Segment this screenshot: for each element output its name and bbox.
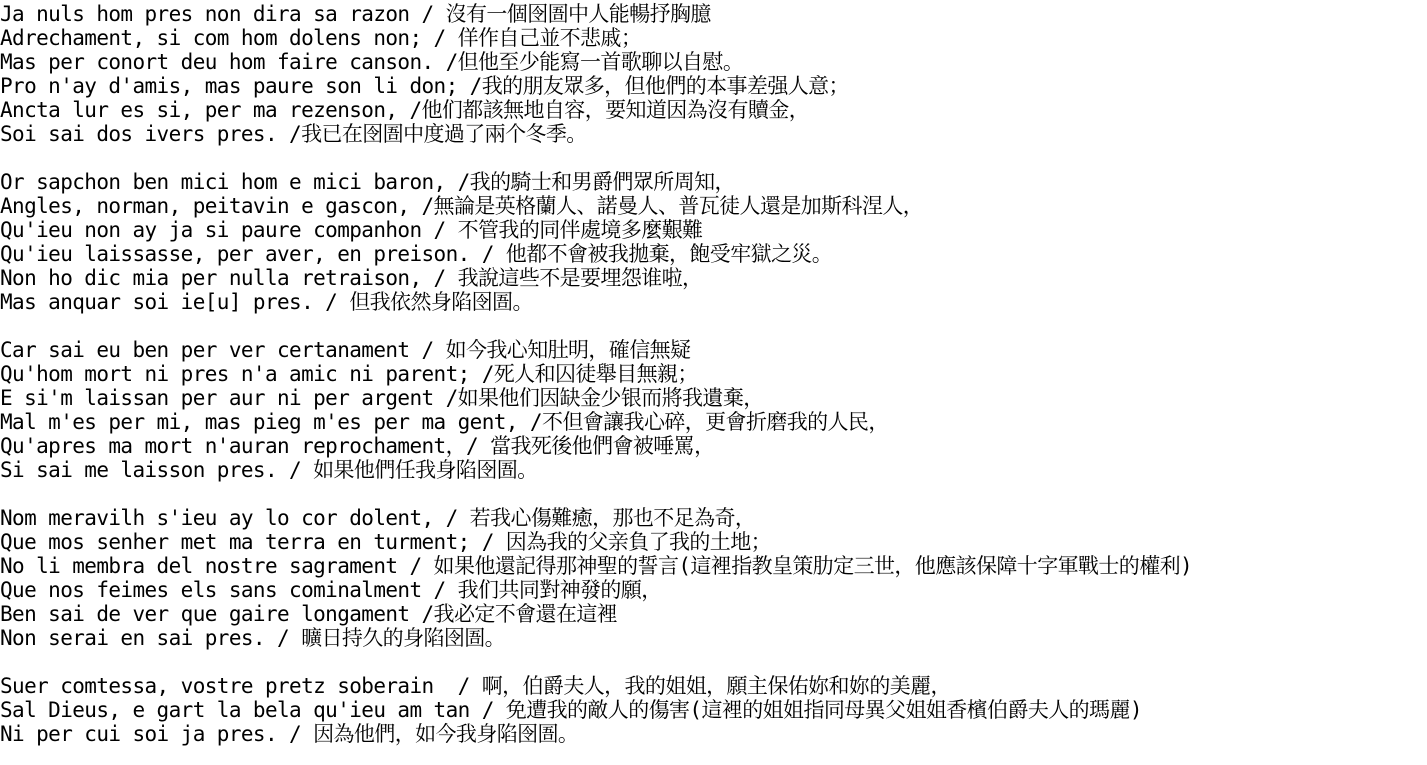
poem-line: Sal Dieus, e gart la bela qu'ieu am tan / 免遭我的敵人的傷害(這裡的姐姐指同母異父姐姐香檳伯爵夫人的瑪麗) [0,698,1142,722]
poem-line: Mas per conort deu hom faire canson. /但他至少能寫一首歌聊以自慰。 [0,50,744,74]
poem-line: Ja nuls hom pres non dira sa razon / 沒有一個囹圄中人能暢抒胸臆 [0,2,711,26]
poem-line: No li membra del nostre sagrament / 如果他還記得那神聖的誓言(這裡指教皇策肋定三世，他應該保障十字軍戰士的權利) [0,554,1193,578]
poem-line: Non ho dic mia per nulla retraison, / 我說這些不是要埋怨谁啦， [0,266,703,290]
poem-line: Qu'ieu laissasse, per aver, en preison. / 他都不會被我拋棄，飽受牢獄之災。 [0,242,833,266]
poem-line: Non serai en sai pres. / 曠日持久的身陷囹圄。 [0,626,506,650]
stanza-4 [0,506,1427,650]
poem-line: Suer comtessa, vostre pretz soberain / 啊，伯爵夫人，我的姐姐，願主保佑妳和妳的美麗， [0,674,951,698]
poem-line: Pro n'ay d'amis, mas paure son li don; /我的朋友眾多，但他們的本事差强人意； [0,74,849,98]
poem-line: Mas anquar soi ie[u] pres. / 但我依然身陷囹圄。 [0,290,533,314]
poem-line: Ben sai de ver que gaire longament /我必定不會還在這裡 [0,602,618,626]
poem-line: Angles, norman, peitavin e gascon, /無論是英格蘭人、諾曼人、普瓦徒人還是加斯科涅人， [0,194,924,218]
poem-line: Ancta lur es si, per ma rezenson, /他们都該無地自容，要知道因為沒有贖金， [0,98,810,122]
stanza-5 [0,674,1427,746]
stanza-3 [0,338,1427,482]
stanza-2 [0,170,1427,314]
poem-line: Car sai eu ben per ver certanament / 如今我心知肚明，確信無疑 [0,338,691,362]
poem-line: Adrechament, si com hom dolens non; / 佯作自己並不悲戚； [0,26,642,50]
poem-line: Que nos feimes els sans cominalment / 我们共同對神發的願， [0,578,662,602]
poem-line: Que mos senher met ma terra en turment; / 因為我的父亲負了我的土地； [0,530,772,554]
poem-document [0,2,1427,746]
poem-line: Soi sai dos ivers pres. /我已在囹圄中度過了兩个冬季。 [0,122,587,146]
poem-line: Nom meravilh s'ieu ay lo cor dolent, / 若我心傷難癒，那也不足為奇， [0,506,756,530]
poem-line: Ni per cui soi ja pres. / 因為他們，如今我身陷囹圄。 [0,722,579,746]
poem-line: E si'm laissan per aur ni per argent /如果他们因缺金少银而將我遺棄， [0,386,764,410]
poem-line: Qu'apres ma mort n'auran reprochament，/ 當我死後他們會被唾罵， [0,434,715,458]
poem-line: Mal m'es per mi, mas pieg m'es per ma gent, /不但會讓我心碎，更會折磨我的人民， [0,410,889,434]
stanza-1 [0,2,1427,146]
poem-line: Qu'hom mort ni pres n'a amic ni parent; /死人和囚徒舉目無親； [0,362,698,386]
poem-line: Si sai me laisson pres. / 如果他們任我身陷囹圄。 [0,458,538,482]
poem-line: Or sapchon ben mici hom e mici baron, /我的騎士和男爵們眾所周知， [0,170,735,194]
poem-line: Qu'ieu non ay ja si paure companhon / 不管我的同伴處境多麼艱難 [0,218,703,242]
